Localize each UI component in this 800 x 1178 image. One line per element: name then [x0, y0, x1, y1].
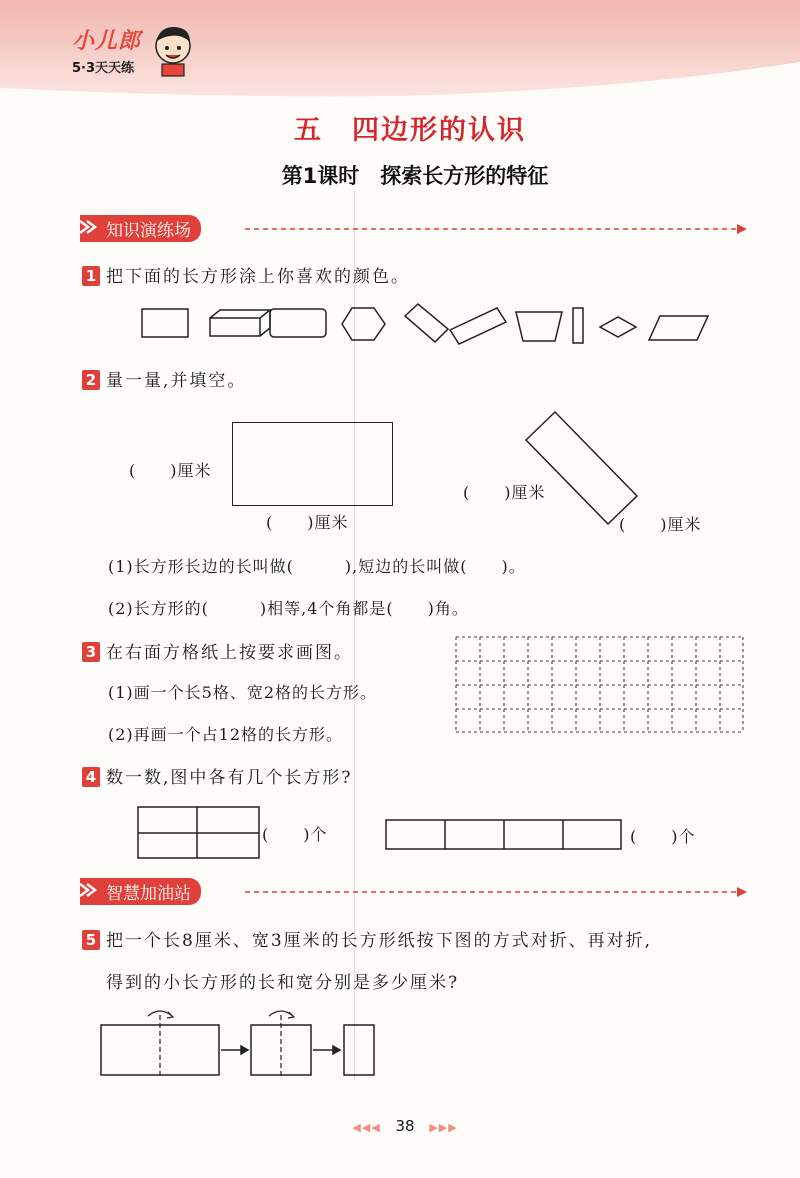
- q2-rectangle-tilted: [520, 405, 645, 525]
- section-arrow-icon: [78, 881, 100, 899]
- q2-right-blank-1[interactable]: ( )厘米: [463, 483, 546, 502]
- q3-grid-paper[interactable]: [455, 636, 745, 734]
- question-2-text: 量一量,并填空。: [106, 371, 247, 391]
- section-arrow-icon: [78, 218, 100, 236]
- question-3: [82, 638, 353, 663]
- question-number: 5: [82, 930, 100, 950]
- section-dashed-line: [245, 885, 750, 899]
- shape-rhombus: [600, 317, 636, 337]
- logo-sub-text: 5·3天天练: [72, 61, 135, 76]
- question-number: 2: [82, 370, 100, 390]
- shape-trapezoid: [516, 312, 562, 341]
- q2-left-height-blank[interactable]: ( )厘米: [129, 461, 212, 480]
- question-4: [82, 763, 353, 788]
- q2-sub-question-1: (1)长方形长边的长叫做( ),短边的长叫做( )。: [108, 557, 526, 576]
- shape-thin-rectangle: [573, 308, 583, 343]
- q4-figure-1: [137, 806, 261, 860]
- section-wisdom: [80, 879, 201, 903]
- q1-shapes: [130, 296, 720, 352]
- shape-tilted-rectangle: [405, 304, 448, 342]
- q3-sub-question-2: (2)再画一个占12格的长方形。: [108, 725, 344, 744]
- q3-sub-question-1: (1)画一个长5格、宽2格的长方形。: [108, 683, 378, 702]
- page-number: ◀◀◀ 38 ▶▶▶: [352, 1117, 458, 1135]
- q5-folding-diagram: [98, 1004, 388, 1082]
- question-3-text: 在右面方格纸上按要求画图。: [106, 643, 353, 663]
- shape-parallelogram: [649, 316, 708, 340]
- q2-right-blank-2[interactable]: ( )厘米: [619, 515, 702, 534]
- section-dashed-line: [245, 222, 750, 236]
- question-number: 1: [82, 266, 100, 286]
- section-practice-label: 知识演练场: [106, 220, 191, 241]
- question-4-text: 数一数,图中各有几个长方形?: [106, 768, 353, 788]
- shape-cuboid: [210, 310, 270, 336]
- question-5: [82, 926, 652, 951]
- mascot-boy-icon: [150, 22, 196, 78]
- section-practice: [80, 216, 201, 240]
- shape-tilted-rectangle-2: [450, 308, 506, 344]
- question-number: 4: [82, 767, 100, 787]
- q4-figure-2: [385, 819, 623, 851]
- page-crease: [354, 190, 355, 1080]
- question-5-line-1: 把一个长8厘米、宽3厘米的长方形纸按下图的方式对折、再对折,: [106, 931, 653, 951]
- shape-rounded-rectangle: [270, 309, 326, 337]
- section-wisdom-label: 智慧加油站: [106, 883, 191, 904]
- question-number: 3: [82, 642, 100, 662]
- shape-hexagon: [342, 308, 385, 340]
- lesson-title: 第1课时 探索长方形的特征: [281, 164, 549, 188]
- question-5-line-2: 得到的小长方形的长和宽分别是多少厘米?: [106, 973, 460, 993]
- question-2: [82, 366, 246, 391]
- q4-blank-1[interactable]: ( )个: [262, 825, 328, 844]
- question-1: [82, 262, 410, 287]
- q4-blank-2[interactable]: ( )个: [630, 827, 696, 846]
- q2-left-width-blank[interactable]: ( )厘米: [266, 513, 349, 532]
- shape-rectangle: [142, 309, 188, 337]
- unit-title: 五 四边形的认识: [294, 115, 526, 146]
- q2-sub-question-2: (2)长方形的( )相等,4个角都是( )角。: [108, 599, 469, 618]
- q2-rectangle-left: [232, 422, 393, 506]
- question-1-text: 把下面的长方形涂上你喜欢的颜色。: [106, 267, 410, 287]
- logo-main-text: 小儿郎: [72, 29, 142, 54]
- brand-logo: [72, 24, 141, 76]
- page-number-text: 38: [395, 1117, 415, 1135]
